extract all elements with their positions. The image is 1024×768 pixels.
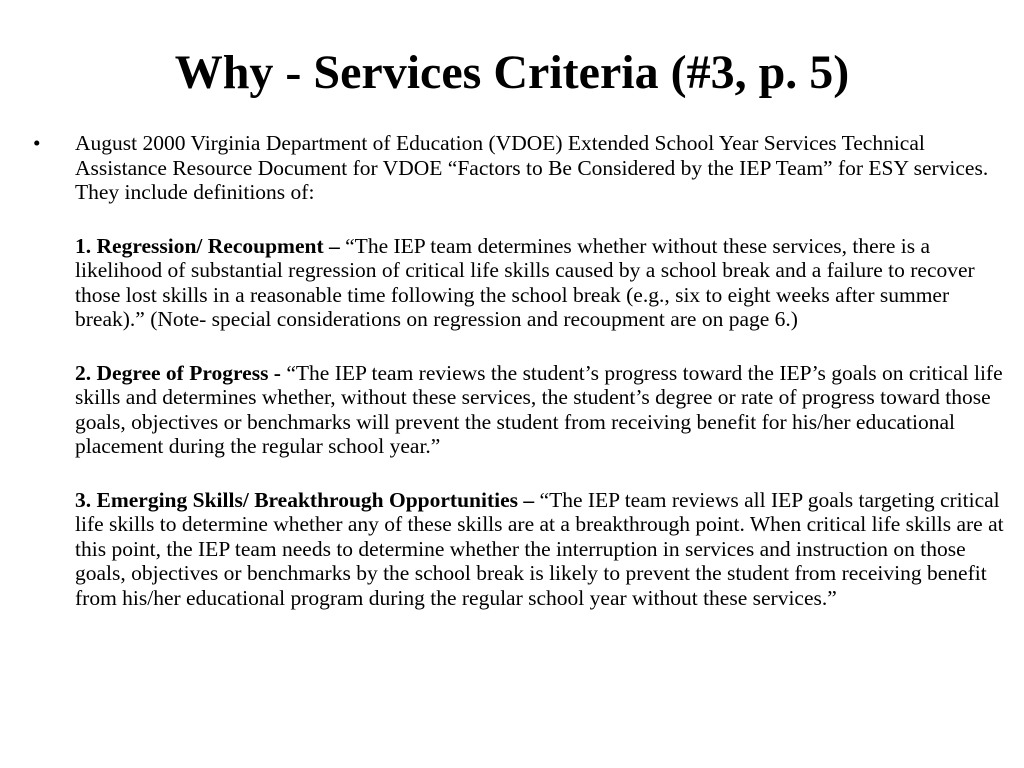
intro-paragraph: August 2000 Virginia Department of Education (VDOE) Extended School Year Services Technical Assistance Resource Document for VDOE “Factors to Be Considered by the IEP Team” for ESY services. They include definitions of: [75, 131, 989, 204]
criterion-regression-recoupment [75, 234, 1005, 332]
slide-title: Why - Services Criteria (#3, p. 5) [174, 46, 850, 99]
criterion-separator: – [518, 487, 540, 512]
criterion-text: “The IEP team determines whether without these services, there is a likelihood of substantial regression of critical life skills caused by a school break and a failure to recover those lost skills in a reasonable time following the school break (e.g., six to eight weeks after summer break).” (Note- special considerations on regression and recoupment are on page 6.) [75, 233, 975, 331]
criterion-heading: 2. Degree of Progress - [75, 360, 281, 385]
criterion-text: “The IEP team reviews all IEP goals targeting critical life skills to determine whether any of these skills are at a breakthrough point. When critical life skills are at this point, the IEP team needs to determine whether the interruption in services and instruction on those goals, objectives or benchmarks by the school break is likely to prevent the student from receiving benefit from his/her educational program during the regular school year without these services.” [75, 487, 1004, 610]
bullet-marker: • [33, 131, 41, 155]
slide-content [33, 131, 1005, 610]
criterion-emerging-skills [75, 488, 1005, 611]
criterion-degree-of-progress [75, 361, 1005, 459]
criterion-text: “The IEP team reviews the student’s progress toward the IEP’s goals on critical life skills and determines whether, without these services, the student’s degree or rate of progress toward those goals, objectives or benchmarks will prevent the student from receiving benefit for his/her educational placement during the regular school year.” [75, 360, 1003, 458]
criterion-heading: 3. Emerging Skills/ Breakthrough Opportunities [75, 487, 519, 512]
criterion-separator: – [323, 233, 346, 258]
criterion-heading: 1. Regression/ Recoupment [75, 233, 324, 258]
